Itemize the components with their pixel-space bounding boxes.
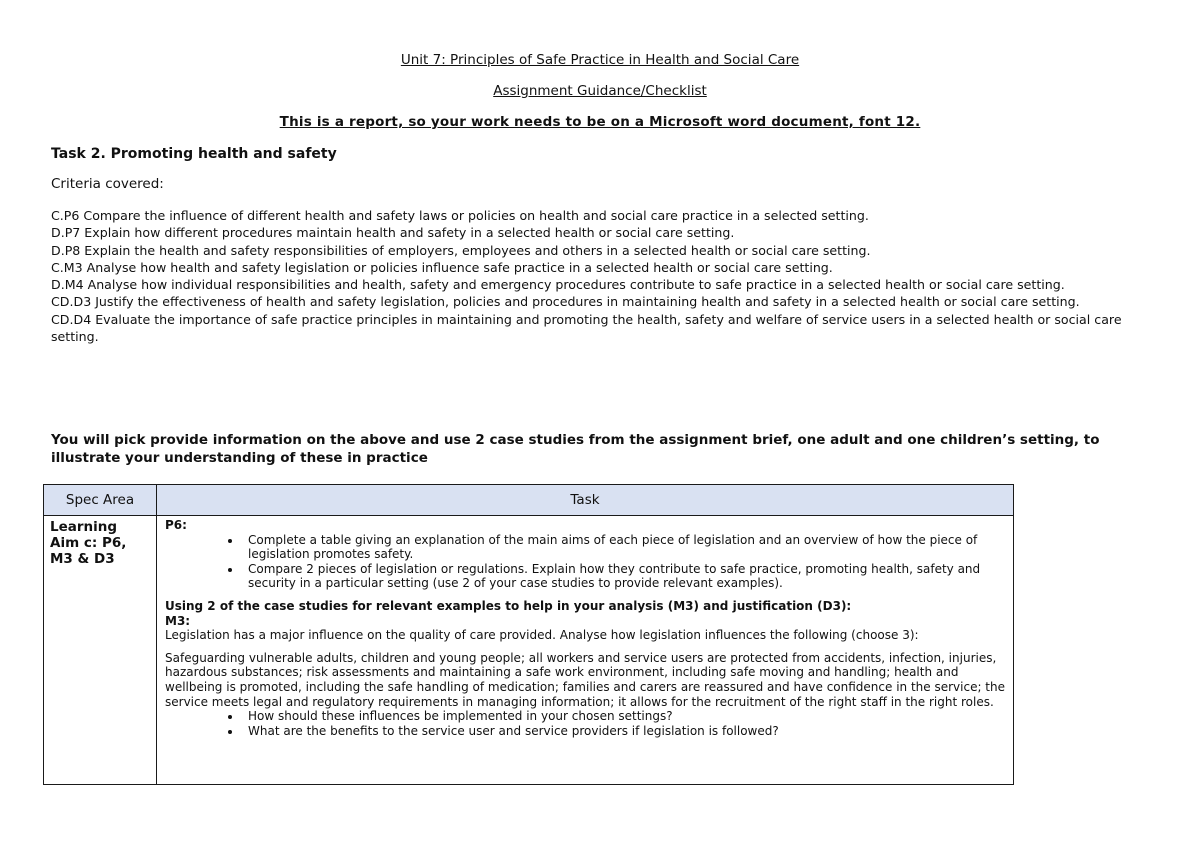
criteria-item: D.M4 Analyse how individual responsibilities and health, safety and emergency procedures contribute to safe practice in a selected health or social care setting. bbox=[51, 277, 1065, 293]
case-study-instruction: You will pick provide information on the above and use 2 case studies from the assignment brief, one adult and one children’s setting, to illustrate your understanding of these in practice bbox=[51, 432, 1100, 466]
criteria-item: D.P8 Explain the health and safety responsibilities of employers, employees and others in a selected health or social care setting. bbox=[51, 242, 871, 258]
task-header: Task bbox=[157, 485, 1014, 516]
learning-aim-cell: Learning Aim c: P6, M3 & D3 bbox=[44, 516, 157, 785]
p6-bullet-list bbox=[165, 533, 1013, 591]
p6-label: P6: bbox=[165, 518, 187, 532]
criteria-item: C.P6 Compare the influence of different health and safety laws or policies on health and social care practice in a selected setting. bbox=[51, 208, 869, 223]
criteria-item: C.M3 Analyse how health and safety legislation or policies influence safe practice in a selected health or social care setting. bbox=[51, 259, 833, 275]
safeguarding-text: Safeguarding vulnerable adults, children and young people; all workers and service users are protected from accidents, infection, injuries, hazardous substances; risk assessments and maintaining a safe work environment, including safe moving and handling; health and wellbeing is promoted, including the safe handling of medication; families and carers are reassured and have confidence in the service; the service meets legal and regulatory requirements in managing information; it allows for the recruitment of the right staff in the right roles. bbox=[165, 650, 1005, 709]
guidance-subtitle: Assignment Guidance/Checklist bbox=[493, 83, 707, 99]
using-case-studies-label: Using 2 of the case studies for relevant examples to help in your analysis (M3) and justification (D3): bbox=[165, 598, 852, 613]
format-instruction: This is a report, so your work needs to be on a Microsoft word document, font 12. bbox=[279, 114, 921, 130]
criteria-item: CD.D4 Evaluate the importance of safe practice principles in maintaining and promoting the health, safety and welfare of service users in a selected health or social care setting. bbox=[51, 311, 1122, 345]
unit-title: Unit 7: Principles of Safe Practice in Health and Social Care bbox=[400, 52, 800, 68]
criteria-label: Criteria covered: bbox=[51, 176, 164, 192]
criteria-list bbox=[51, 207, 1151, 345]
m3-text: Legislation has a major influence on the quality of care provided. Analyse how legislation influences the following (choose 3): bbox=[165, 628, 919, 643]
criteria-item: D.P7 Explain how different procedures maintain health and safety in a selected health or social care setting. bbox=[51, 225, 735, 241]
list-item: • Compare 2 pieces of legislation or regulations. Explain how they contribute to safe practice, promoting health, safety and security in a particular setting (use 2 of your case studies to provide relevant examples). bbox=[242, 562, 1013, 591]
spec-area-header: Spec Area bbox=[44, 485, 157, 516]
list-item: • How should these influences be implemented in your chosen settings? bbox=[242, 709, 1013, 724]
list-item: • What are the benefits to the service user and service providers if legislation is followed? bbox=[242, 724, 1013, 739]
m3-label: M3: bbox=[165, 613, 191, 628]
task-title: Task 2. Promoting health and safety bbox=[51, 146, 337, 162]
task-cell bbox=[157, 516, 1014, 785]
final-bullet-list bbox=[165, 709, 1013, 738]
list-item: • Complete a table giving an explanation of the main aims of each piece of legislation and an overview of how the piece of legislation promotes safety. bbox=[242, 533, 1013, 562]
spec-table bbox=[43, 484, 1014, 785]
criteria-item: CD.D3 Justify the effectiveness of health and safety legislation, policies and procedures in maintaining health and safety in a selected health or social care setting. bbox=[51, 294, 1080, 310]
